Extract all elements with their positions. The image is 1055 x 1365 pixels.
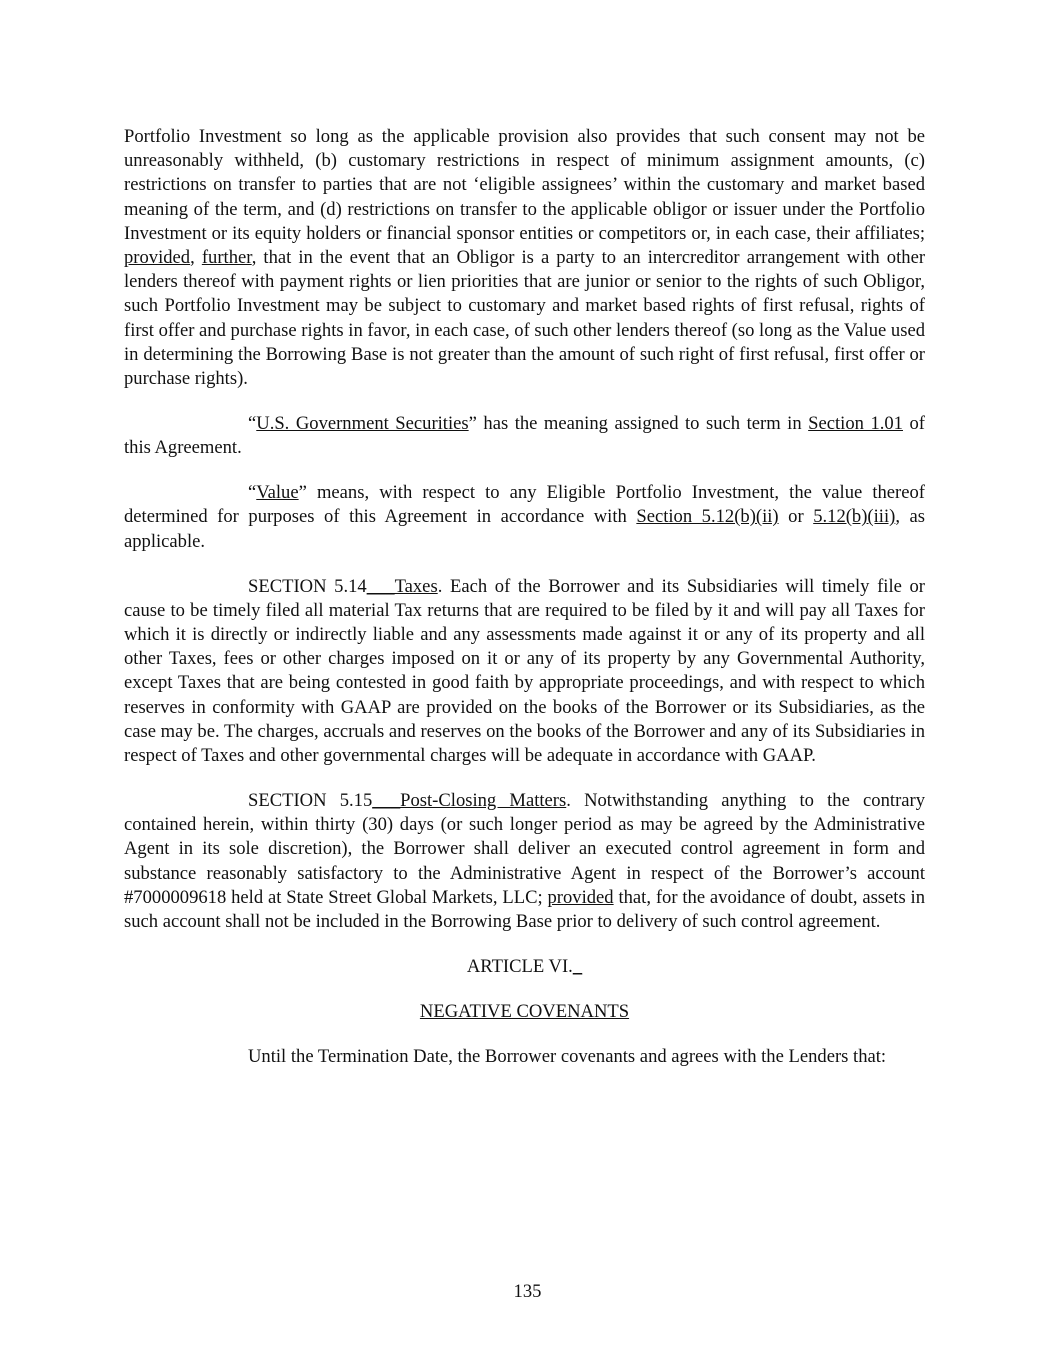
text-segment: Portfolio Investment so long as the applicable provision also provides that such consent may not be unreasonably withheld, (b) customary restrictions in respect of minimum assignment amounts, (c) restrictions on transfer to parties that are not ‘eligible assignees’ within the customary and market based meaning of the term, and (d) restrictions on transfer to the applicable obligor or issuer under the Portfolio Investment or its equity holders or financial sponsor entities or competitors or, in each case, their affiliates; — [124, 126, 925, 244]
defined-term: U.S. Government Securities — [256, 413, 469, 435]
article-heading: NEGATIVE COVENANTS — [419, 1001, 630, 1023]
text-segment: or — [778, 506, 814, 528]
paragraph-eligible-investment-continuation — [124, 125, 925, 391]
text-segment: , that in the event that an Obligor is a party to an intercreditor arrangement with other lenders thereof with payment rights or lien priorities that are junior or senior to the rights of such Obligor, such Portfolio Investment may be subject to customary and market based rights of first refusal, rights of first offer and purchase rights in favor, in each case, of such other lenders thereof (so long as the Value used in determining the Borrowing Base is not greater than the amount of such right of first refusal, first offer or purchase rights). — [124, 247, 926, 390]
paragraph-covenants-intro — [124, 1045, 927, 1069]
article-title — [124, 955, 925, 979]
section-reference: Section 5.12(b)(ii) — [636, 506, 779, 528]
provided-term: provided — [547, 886, 614, 908]
section-reference: 5.12(b)(iii) — [813, 506, 896, 528]
section-heading: ___Taxes — [366, 575, 438, 597]
page-number: 135 — [513, 1281, 542, 1302]
definition-value — [124, 481, 925, 554]
definition-us-government-securities — [124, 412, 925, 460]
section-body: . Each of the Borrower and its Subsidiaries will timely file or cause to be timely filed all material Tax returns that are required to be filed by it and will pay all Taxes for which it is directly or indirectly liable and any assessments made against it or any of its property and all other Taxes, fees or other charges imposed on it or any of its property by any Governmental Authority, except Taxes that are being contested in good faith by appropriate proceedings, and with respect to which reserves in conformity with GAAP are provided on the books of the Borrower or its Subsidiaries, as the case may be. The charges, accruals and reserves on the books of the Borrower and any of its Subsidiaries in respect of Taxes and other governmental charges will be adequate in accordance with GAAP. — [124, 575, 925, 767]
section-body: . Notwithstanding anything to the contrary contained herein, within thirty (30) days (or such longer period as may be agreed by the Administrative Agent in its sole discretion), the Borrower shall deliver an executed control agreement in form and substance reasonably satisfactory to the Administrative Agent in respect of the Borrower’s account #7000009618 held at State Street Global Markets, LLC; — [124, 790, 925, 908]
section-body: that, for the avoidance of doubt, assets in such account shall not be included in the Borrowing Base prior to delivery of such control agreement. — [124, 886, 926, 933]
text-segment: ” means, with respect to any Eligible Portfolio Investment, the value thereof determined for purposes of this Agreement in accordance with — [124, 482, 925, 528]
text-segment: Until the Termination Date, the Borrower covenants and agrees with the Lenders that: — [248, 1046, 887, 1068]
text-segment: of this Agreement. — [124, 413, 925, 459]
document-page — [124, 125, 925, 1090]
article-number: ARTICLE VI. — [466, 956, 573, 978]
section-reference: Section 1.01 — [808, 413, 903, 435]
open-quote: “ — [248, 413, 257, 435]
section-number: SECTION 5.14 — [248, 575, 367, 597]
text-segment: , — [190, 247, 202, 269]
defined-term: Value — [256, 482, 299, 504]
further-term: further — [201, 247, 252, 269]
section-heading: ___Post-Closing Matters — [372, 790, 567, 812]
article-subtitle — [124, 1000, 925, 1024]
open-quote: “ — [248, 482, 257, 504]
text-segment: , as applicable. — [124, 506, 925, 552]
text-segment: ” has the meaning assigned to such term in — [468, 413, 809, 435]
section-number: SECTION 5.15 — [248, 790, 373, 812]
article-title-trail: _ — [572, 956, 583, 978]
provided-term: provided — [124, 247, 191, 269]
section-5-14-taxes — [124, 575, 925, 769]
section-5-15-post-closing-matters — [124, 789, 925, 934]
